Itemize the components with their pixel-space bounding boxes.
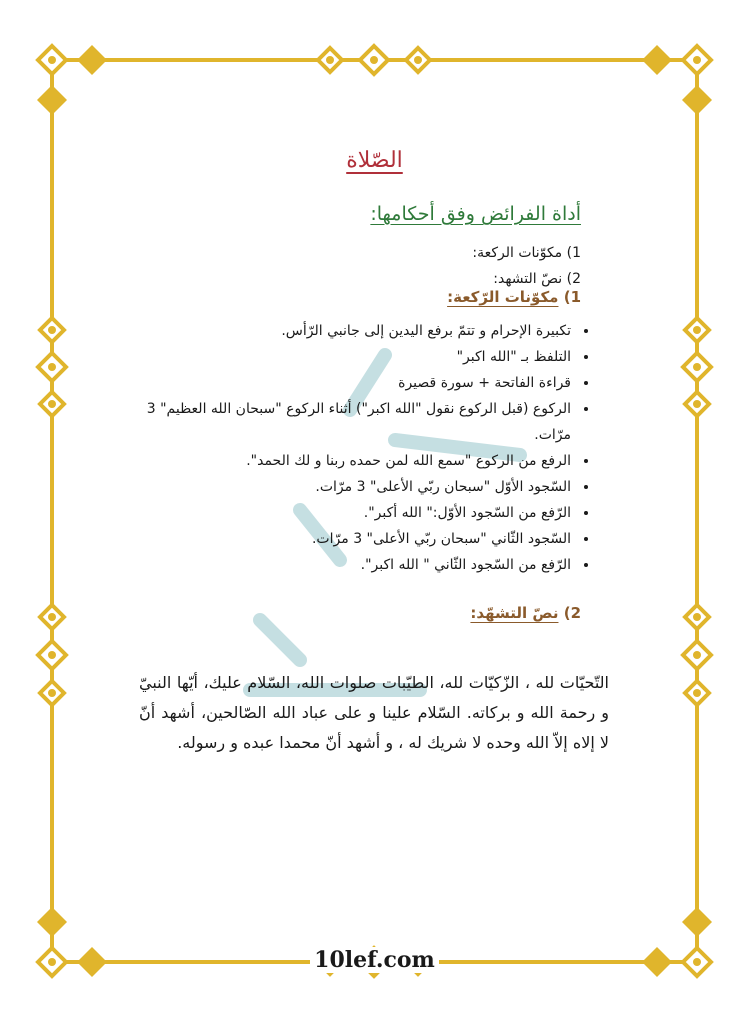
frame-diamond-dot	[693, 326, 701, 334]
section-heading: أداة الفرائض وفق أحكامها:	[370, 203, 581, 225]
list-item: • السّجود الثّاني "سبحان ربّي الأعلى" 3 مرّات.	[133, 526, 573, 552]
frame-diamond	[37, 85, 67, 115]
frame-diamond	[37, 907, 67, 937]
frame-diamond-dot	[48, 363, 56, 371]
list-item: • التلفظ بـ "الله اكبر"	[133, 344, 573, 370]
table-of-contents	[472, 240, 581, 292]
frame-diamond-dot	[414, 56, 422, 64]
list-item: • قراءة الفاتحة + سورة قصيرة	[133, 370, 573, 396]
page-title-text: الصّلاة	[346, 148, 403, 173]
list-item: • السّجود الأوّل "سبحان ربّي الأعلى" 3 مرّات.	[133, 474, 573, 500]
frame-diamond-dot	[48, 400, 56, 408]
list-item: • الرّفع من السّجود الثّاني " الله اكبر".	[133, 552, 573, 578]
frame-diamond-dot	[693, 613, 701, 621]
section1-heading	[447, 288, 581, 306]
frame-diamond	[682, 85, 712, 115]
list-item: • الركوع (قبل الركوع نقول "الله اكبر") أثناء الركوع "سبحان الله العظيم" 3 مرّات.	[133, 396, 573, 448]
list-item: • الرفع من الركوع "سمع الله لمن حمده ربنا و لك الحمد".	[133, 448, 573, 474]
frame-diamond-dot	[693, 400, 701, 408]
tashahhud-text: التّحيّات لله ، الزّكيّات لله، الطيّبات صلوات الله، السّلام عليك، أيّها النبيّ و رحمة الله و بركاته. السّلام علينا و على عباد الله الصّالحين، أشهد أنّ لا إلاه إلاّ الله وحده لا شريك له ، و أشهد أنّ محمدا عبده و رسوله.	[139, 673, 609, 752]
frame-diamond-dot	[48, 56, 56, 64]
toc-item: 2) نصّ التشهد:	[493, 271, 581, 287]
toc-item: 1) مكوّنات الركعة:	[472, 245, 581, 261]
frame-diamond-dot	[370, 56, 378, 64]
frame-diamond-dot	[693, 689, 701, 697]
frame-diamond-dot	[693, 56, 701, 64]
frame-diamond	[642, 45, 672, 75]
frame-diamond	[682, 907, 712, 937]
site-link[interactable]: 10lef.com	[310, 947, 439, 973]
page-title	[0, 148, 749, 173]
list-item: • الرّفع من السّجود الأوّل:" الله أكبر".	[133, 500, 573, 526]
frame-diamond	[77, 45, 107, 75]
frame-diamond-dot	[48, 613, 56, 621]
frame-diamond-dot	[326, 56, 334, 64]
frame-diamond-dot	[48, 689, 56, 697]
frame-diamond-dot	[693, 363, 701, 371]
prayer-steps-list	[133, 318, 591, 578]
frame-diamond-dot	[48, 326, 56, 334]
footer	[0, 947, 749, 973]
list-item: • تكبيرة الإحرام و تتمّ برفع اليدين إلى جانبي الرّأس.	[133, 318, 573, 344]
section2-number: 2)	[563, 604, 581, 622]
frame-diamond-dot	[48, 651, 56, 659]
frame-diamond-dot	[693, 651, 701, 659]
section1-label: مكوّنات الرّكعة:	[447, 288, 559, 306]
section2-heading	[470, 604, 581, 622]
section2-label: نصّ التشهّد:	[470, 604, 559, 622]
section1-number: 1)	[563, 288, 581, 306]
